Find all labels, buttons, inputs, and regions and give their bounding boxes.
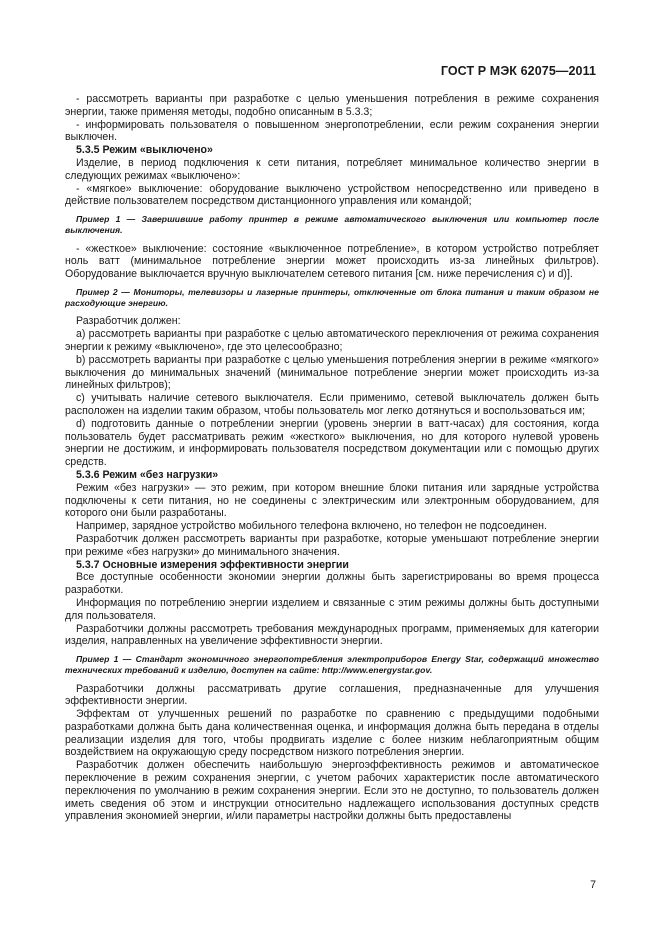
paragraph: Разработчик должен рассмотреть варианты при разработке, которые уменьшают потребление энергии при режиме «без нагрузки» до минимального значения. bbox=[65, 532, 599, 558]
example-note: Пример 1 — Завершившие работу принтер в режиме автоматического выключения или компьютер после выключения. bbox=[65, 214, 599, 236]
paragraph: Разработчики должны рассмотреть требования международных программ, применяемых для категории изделия, направленных на увеличение эффективности энергии. bbox=[65, 622, 599, 648]
list-item: с) учитывать наличие сетевого выключателя. Если применимо, сетевой выключатель должен быть расположен на изделии таким образом, чтобы пользователь мог легко дотянуться и воспользоваться им; bbox=[65, 392, 599, 417]
paragraph: Информация по потреблению энергии изделием и связанные с этим режимы должны быть доступными для пользователя. bbox=[65, 596, 599, 622]
list-item: d) подготовить данные о потреблении энергии (уровень энергии в ватт-часах) для состояния, когда пользователь будет рассматривать режим «жесткого» выключения, но для которого нулевой уровень энергии не достижим, и информировать пользователя посредством документации или с помощью других средств. bbox=[65, 417, 599, 469]
paragraph: Разработчик должен: bbox=[76, 315, 181, 328]
list-item: а) рассмотреть варианты при разработке с целью автоматического переключения от режима сохранения энергии к режиму «выключено», где это целесообразно; bbox=[65, 328, 599, 353]
paragraph: Разработчик должен обеспечить наибольшую энергоэффективность режимов и автоматическое переключение в режим сохранения энергии, с учетом рабочих характеристик после автоматического переключения по умолчанию в режим сохранения энергии. Если это не доступно, то пользователь должен иметь сведения об этом и инструкции относительно надлежащего использования доступных средств управления экономией энергии, и/или параметры настройки должны быть предоставлены bbox=[65, 759, 599, 823]
paragraph: - рассмотреть варианты при разработке с целью уменьшения потребления в режиме сохранения энергии, также применяя методы, подобно описанным в 5.3.3; bbox=[65, 93, 599, 118]
list-item: b) рассмотреть варианты при разработке с целью уменьшения потребления энергии в режиме «мягкого» выключения до минимальных значений (минимальное потребление энергии может происходить из-за линейных фильтров); bbox=[65, 353, 599, 392]
document-header: ГОСТ Р МЭК 62075—2011 bbox=[440, 64, 596, 78]
paragraph: Разработчики должны рассматривать другие соглашения, предназначенные для улучшения эффективности энергии. bbox=[65, 682, 599, 708]
paragraph: - «жесткое» выключение: состояние «выключенное потребление», в котором устройство потребляет ноль ватт (минимальное потребление энергии может происходить из-за линейных фильтров). Оборудование выключается вручную выключателем сетевого питания [см. ниже перечисления с) и d)]. bbox=[65, 242, 599, 281]
section-heading: 5.3.6 Режим «без нагрузки» bbox=[76, 468, 219, 481]
paragraph: Режим «без нагрузки» — это режим, при котором внешние блоки питания или зарядные устройства подключены к сети питания, но не соединены с электрическим или электронным оборудованием, для которого они были разработаны. bbox=[65, 481, 599, 520]
example-note: Пример 1 — Стандарт экономичного энергопотребления электроприборов Energy Star, содержащий множество технических требований к изделию, доступен на сайте: http://www.energystar.gov. bbox=[65, 654, 599, 676]
example-note: Пример 2 — Мониторы, телевизоры и лазерные принтеры, отключенные от блока питания и таким образом не расходующие энергию. bbox=[65, 286, 599, 309]
section-heading: 5.3.5 Режим «выключено» bbox=[76, 144, 213, 157]
paragraph: Изделие, в период подключения к сети питания, потребляет минимальное количество энергии в следующих режимах «выключено»: bbox=[65, 156, 599, 182]
section-heading: 5.3.7 Основные измерения эффективности энергии bbox=[76, 558, 349, 571]
paragraph: Эффектам от улучшенных решений по разработке по сравнению с предыдущими подобными разработками должна быть дана количественная оценка, и информация должна быть передана в отделы реализации изделия для того, чтобы продвигать изделие с более низким неблагоприятным общим воздействием на окружающую среду посредством низкого потребления энергии. bbox=[65, 708, 599, 759]
page-number: 7 bbox=[590, 879, 596, 891]
document-body bbox=[65, 93, 599, 823]
paragraph: - информировать пользователя о повышенном энергопотреблении, если режим сохранения энергии выключен. bbox=[65, 118, 599, 144]
paragraph: - «мягкое» выключение: оборудование выключено устройством непосредственно или приведено в действие пользователем посредством дистанционного управления или командой; bbox=[65, 182, 599, 208]
paragraph: Все доступные особенности экономии энергии должны быть зарегистрированы во время процесса разработки. bbox=[65, 571, 599, 597]
paragraph: Например, зарядное устройство мобильного телефона включено, но телефон не подсоединен. bbox=[76, 520, 547, 533]
